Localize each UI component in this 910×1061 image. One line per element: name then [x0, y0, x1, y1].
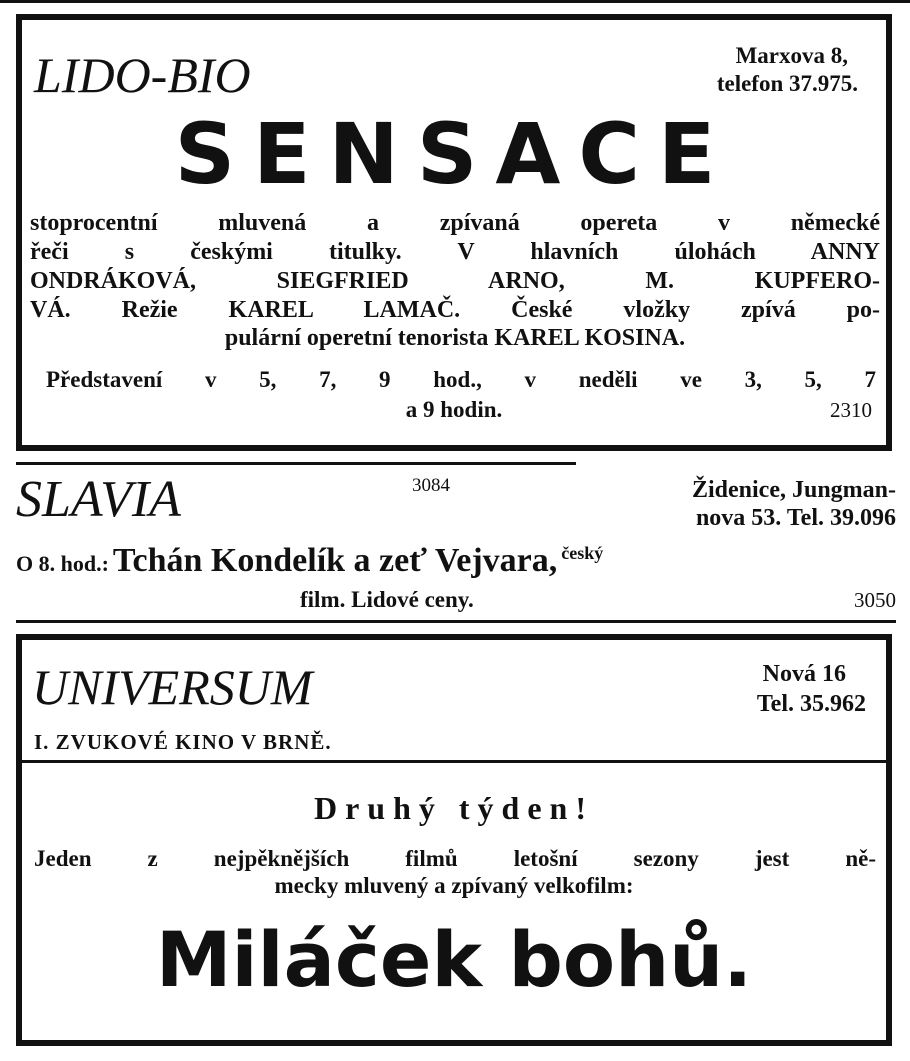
universum-film-title: Miláček bohů. — [155, 915, 753, 1004]
lido-address-line-1: Marxova 8, — [735, 43, 848, 68]
lido-showtimes-line-2: a 9 hodin. — [405, 397, 503, 422]
slavia-reference-number: 3050 — [854, 588, 896, 612]
lido-reference-number: 2310 — [830, 398, 872, 422]
universum-description-line-1: Jeden z nejpěknějších filmů letošní sezony jest ně- — [34, 846, 876, 871]
universum-ad — [16, 634, 892, 1046]
universum-address-line-2: Tel. 35.962 — [756, 691, 866, 717]
slavia-time: O 8. hod.: — [16, 551, 109, 576]
slavia-film-title: Tchán Kondelík a zeť Vejvara, — [112, 542, 558, 579]
lido-title: LIDO-BIO — [34, 47, 251, 103]
lido-headline: SENSACE — [174, 105, 734, 203]
universum-week: Druhý týden! — [313, 790, 594, 826]
slavia-program-line — [16, 544, 896, 578]
lido-bio-ad — [16, 14, 892, 451]
lido-description-line: stoprocentní mluvená a zpívaná opereta v německé — [30, 210, 880, 236]
slavia-code: 3084 — [412, 475, 450, 496]
top-edge-rule — [0, 0, 910, 3]
lido-address-line-2: telefon 37.975. — [716, 71, 858, 96]
lido-description-line: pulární operetní tenorista KAREL KOSINA. — [224, 325, 686, 351]
slavia-title: SLAVIA — [16, 471, 181, 528]
slavia-address-line-1: Židenice, Jungman- — [691, 477, 896, 503]
lido-description-line: ONDRÁKOVÁ, SIEGFRIED ARNO, M. KUPFERO- — [30, 268, 880, 294]
slavia-address-line-2: nova 53. Tel. 39.096 — [695, 505, 896, 531]
slavia-line-2: film. Lidové ceny. — [300, 587, 474, 612]
slavia-bottom-rule — [16, 620, 896, 623]
universum-subtitle: I. ZVUKOVÉ KINO V BRNĚ. — [34, 730, 332, 754]
universum-header-rule — [22, 760, 886, 763]
slavia-top-rule — [16, 462, 576, 465]
lido-description — [30, 210, 880, 355]
universum-address-line-1: Nová 16 — [762, 661, 846, 687]
universum-title: UNIVERSUM — [32, 659, 313, 715]
universum-description-line-2: mecky mluvený a zpívaný velkofilm: — [274, 873, 634, 898]
lido-description-line: VÁ. Režie KAREL LAMAČ. České vložky zpívá po- — [30, 297, 880, 323]
slavia-film-suffix: český — [561, 543, 604, 563]
lido-description-line: řeči s českými titulky. V hlavních úlohách ANNY — [30, 239, 880, 265]
lido-showtimes-line-1: Představení v 5, 7, 9 hod., v neděli ve 3, 5, 7 — [46, 367, 876, 392]
